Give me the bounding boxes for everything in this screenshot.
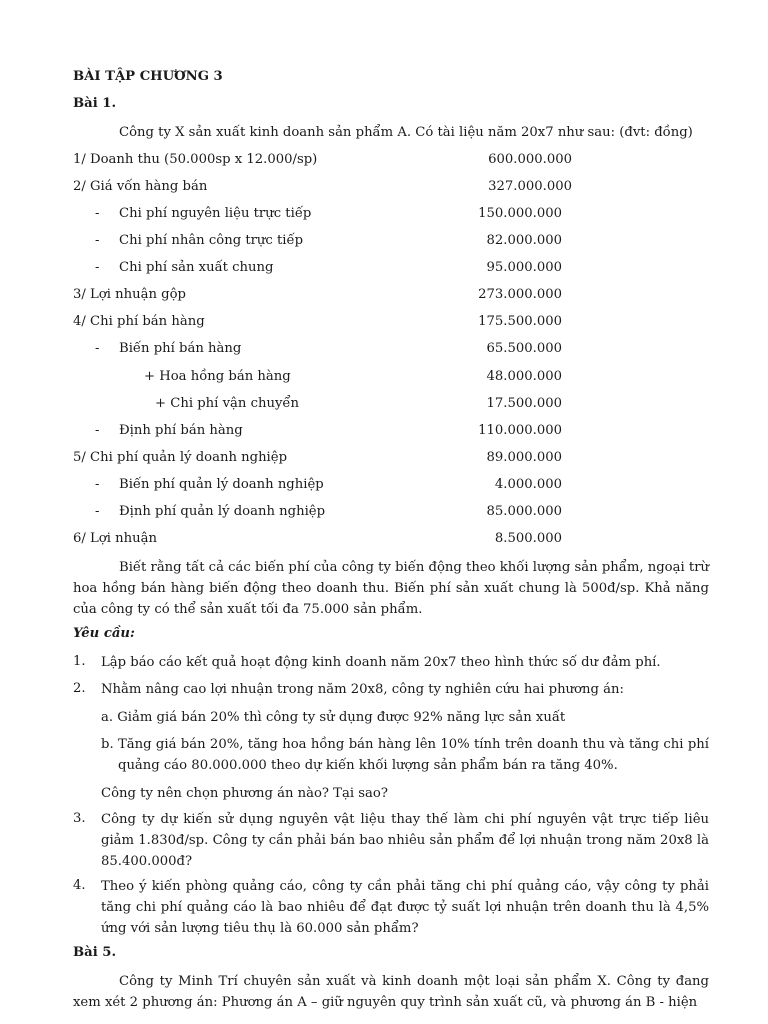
item-label: Định phí quản lý doanh nghiệp — [119, 504, 326, 519]
item-value: 17.500.000 — [486, 396, 562, 411]
item-label: Chi phí sản xuất chung — [119, 260, 274, 275]
item-value: 327.000.000 — [488, 179, 572, 194]
exercise-1-heading: Bài 1. — [73, 96, 117, 111]
item-value: 150.000.000 — [478, 206, 562, 221]
item-bullet: - — [95, 423, 100, 438]
item-label: + Chi phí vận chuyển — [155, 396, 300, 411]
exercise-5-intro: Công ty Minh Trí chuyên sản xuất và kinh doanh một loại sản phẩm X. Công ty đang xem xét 2 phương án: Phương án A – giữ nguyên quy trình sản xuất cũ, và phương án B - hiện — [73, 974, 709, 1010]
item-label: 4/ Chi phí bán hàng — [73, 314, 205, 329]
item-value: 600.000.000 — [488, 152, 572, 167]
chapter-title: BÀI TẬP CHƯƠNG 3 — [73, 69, 223, 84]
item-label: 6/ Lợi nhuận — [73, 531, 157, 546]
item-bullet: - — [95, 504, 100, 519]
item-label: Biến phí quản lý doanh nghiệp — [119, 477, 324, 492]
req-number: 3. — [73, 811, 86, 826]
exercise-1-intro: Công ty X sản xuất kinh doanh sản phẩm A. Có tài liệu năm 20x7 như sau: (đvt: đồng) — [119, 125, 693, 140]
item-value: 89.000.000 — [486, 450, 562, 465]
item-label: 3/ Lợi nhuận gộp — [73, 287, 186, 302]
item-label: 1/ Doanh thu (50.000sp x 12.000/sp) — [73, 152, 318, 167]
item-bullet: - — [95, 233, 100, 248]
exercise-1-note: Biết rằng tất cả các biến phí của công ty biến động theo khối lượng sản phẩm, ngoại trừ hoa hồng bán hàng biến động theo doanh thu. Biến phí sản xuất chung là 500đ/sp. Khả năng của công ty có thể sản xuất tối đa 75.000 sản phẩm. — [73, 560, 709, 617]
req-number: 2. — [73, 681, 86, 696]
requirement-2-question: Công ty nên chọn phương án nào? Tại sao? — [101, 786, 388, 801]
exercise-5-heading: Bài 5. — [73, 945, 117, 960]
requirement-2b-text: b. Tăng giá bán 20%, tăng hoa hồng bán hàng lên 10% tính trên doanh thu và tăng chi phí quảng cáo 80.000.000 theo dự kiến khối lượng sản phẩm bán ra tăng 40%. — [101, 737, 709, 773]
req-number: 1. — [73, 654, 86, 669]
item-value: 85.000.000 — [486, 504, 562, 519]
item-value: 65.500.000 — [486, 341, 562, 356]
item-label: Biến phí bán hàng — [119, 341, 242, 356]
item-value: 175.500.000 — [478, 314, 562, 329]
item-label: Chi phí nguyên liệu trực tiếp — [119, 206, 312, 221]
item-bullet: - — [95, 260, 100, 275]
item-bullet: - — [95, 341, 100, 356]
item-value: 110.000.000 — [478, 423, 562, 438]
item-label: + Hoa hồng bán hàng — [144, 369, 291, 384]
requirement-2a: a. Giảm giá bán 20% thì công ty sử dụng được 92% năng lực sản xuất — [101, 710, 566, 725]
item-bullet: - — [95, 477, 100, 492]
requirements-heading: Yêu cầu: — [73, 626, 135, 641]
item-value: 48.000.000 — [486, 369, 562, 384]
requirement-4: Theo ý kiến phòng quảng cáo, công ty cần phải tăng chi phí quảng cáo, vậy công ty phải tăng chi phí quảng cáo là bao nhiêu để đạt được tỷ suất lợi nhuận trên doanh thu là 4,5% ứng với sản lượng tiêu thụ là 60.000 sản phẩm? — [101, 879, 709, 936]
requirement-1: Lập báo cáo kết quả hoạt động kinh doanh năm 20x7 theo hình thức số dư đảm phí. — [101, 655, 661, 670]
item-value: 82.000.000 — [486, 233, 562, 248]
item-value: 4.000.000 — [494, 477, 562, 492]
item-label: 2/ Giá vốn hàng bán — [73, 179, 208, 194]
item-value: 8.500.000 — [494, 531, 562, 546]
requirement-3: Công ty dự kiến sử dụng nguyên vật liệu thay thế làm chi phí nguyên vật trực tiếp liêu giảm 1.830đ/sp. Công ty cần phải bán bao nhiêu sản phẩm để lợi nhuận trong năm 20x8 là 85.400.000đ? — [101, 812, 709, 869]
item-label: 5/ Chi phí quản lý doanh nghiệp — [73, 450, 288, 465]
item-value: 273.000.000 — [478, 287, 562, 302]
requirement-2: Nhằm nâng cao lợi nhuận trong năm 20x8, công ty nghiên cứu hai phương án: — [101, 682, 624, 697]
item-label: Chi phí nhân công trực tiếp — [119, 233, 304, 248]
item-value: 95.000.000 — [486, 260, 562, 275]
req-number: 4. — [73, 878, 86, 893]
requirement-2b — [101, 734, 709, 776]
item-bullet: - — [95, 206, 100, 221]
item-label: Định phí bán hàng — [119, 423, 243, 438]
